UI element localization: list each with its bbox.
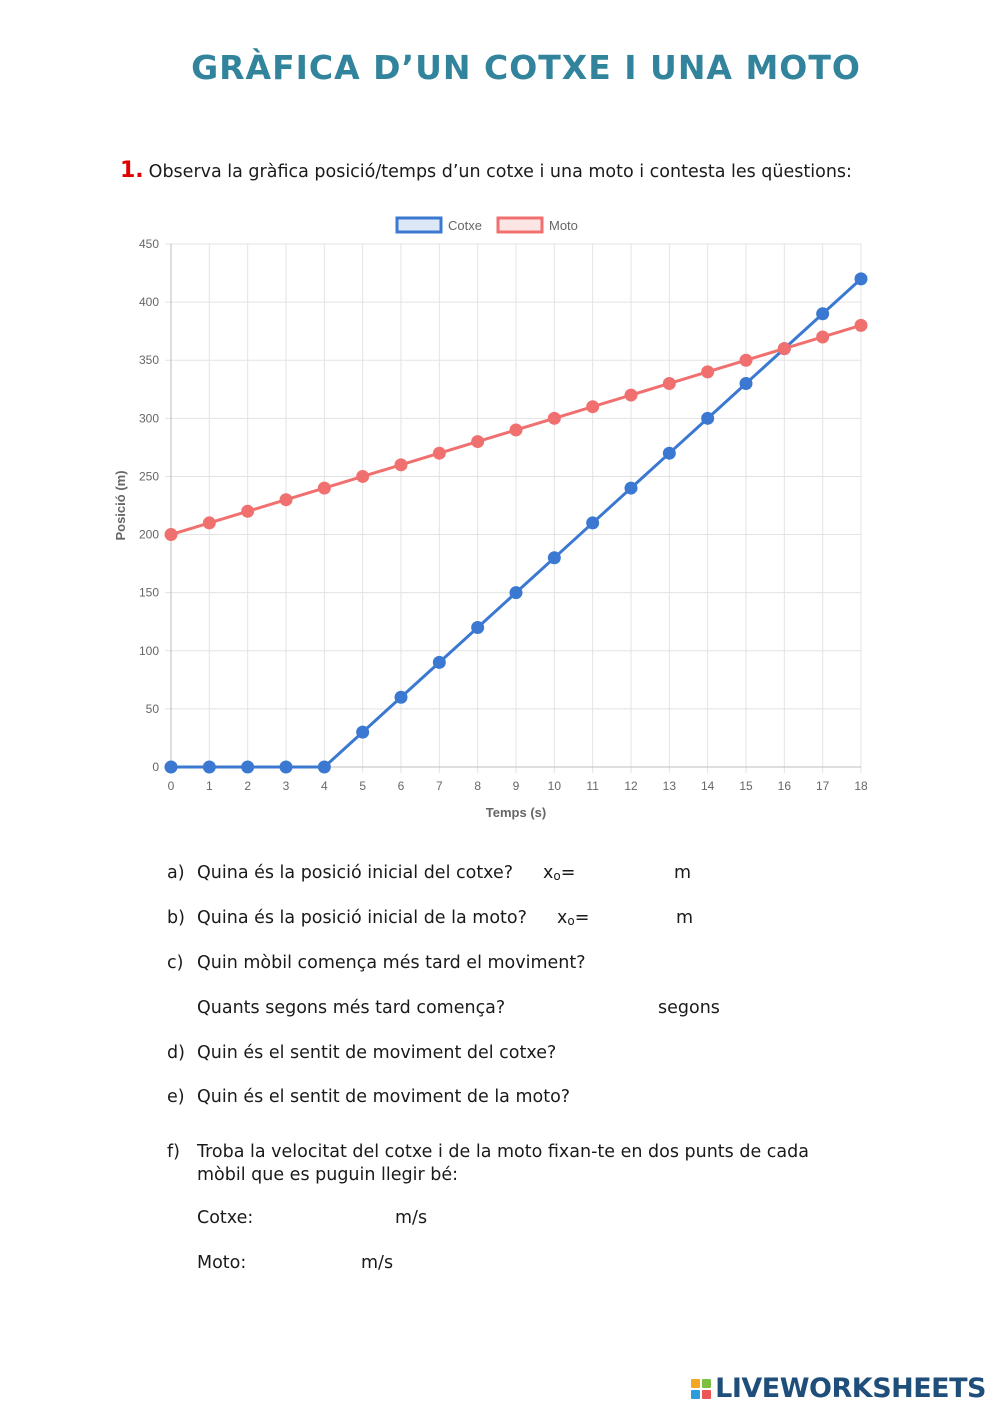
x-tick-label: 13 [662,779,677,793]
question-c-text2: Quants segons més tard comença? [197,998,506,1018]
intro-text: Observa la gràfica posició/temps d’un cotxe i una moto i contesta les qüestions: [148,162,852,182]
data-point-moto [395,458,408,471]
x-tick-label: 7 [435,779,443,793]
exercise-number: 1. [120,158,144,183]
answer-field-c2[interactable] [528,994,654,1020]
x-tick-label: 2 [244,779,252,793]
question-c-label: c) [167,953,184,973]
cotxe-label: Cotxe: [197,1208,254,1228]
question-f-label: f) [167,1142,180,1162]
data-point-cotxe [855,272,868,285]
legend-label-cotxe: Cotxe [448,218,482,233]
data-point-moto [663,377,676,390]
chart-grid [165,244,861,773]
legend-swatch-moto [498,218,542,232]
x-tick-label: 4 [320,779,328,793]
data-point-cotxe [433,656,446,669]
data-point-cotxe [241,761,254,774]
logo-text: LIVEWORKSHEETS [715,1373,986,1404]
data-point-cotxe [816,307,829,320]
var-sub: o [553,869,561,883]
cotxe-unit: m/s [395,1208,428,1228]
page-title: GRÀFICA D’UN COTXE I UNA MOTO [191,48,861,87]
data-point-cotxe [548,551,561,564]
x-axis-title: Temps (s) [485,805,547,820]
question-a-variable [543,862,575,887]
question-b-variable [557,907,589,932]
x-tick-label: 1 [205,779,213,793]
question-c-text: Quin mòbil comença més tard el moviment? [197,953,586,973]
y-tick-label: 100 [138,643,159,658]
data-point-moto [778,342,791,355]
question-d-label: d) [167,1043,185,1063]
data-point-moto [280,493,293,506]
data-point-moto [625,389,638,402]
x-tick-label: 10 [547,779,562,793]
logo-mark-icon [691,1379,711,1399]
data-point-cotxe [510,586,523,599]
y-tick-label: 350 [138,353,159,368]
data-point-moto [510,423,523,436]
x-tick-label: 11 [586,779,599,793]
data-point-cotxe [203,761,216,774]
x-tick-label: 14 [700,779,715,793]
data-point-cotxe [356,726,369,739]
question-a-unit: m [674,863,692,883]
chart-legend [397,218,578,233]
x-tick-label: 0 [167,779,175,793]
x-tick-label: 15 [739,779,753,793]
x-tick-label: 6 [397,779,405,793]
x-tick-label: 8 [474,779,482,793]
answer-field-d[interactable] [584,1039,844,1065]
x-tick-label: 18 [854,779,868,793]
data-point-moto [548,412,561,425]
question-f-line2: mòbil que es puguin llegir bé: [197,1165,459,1185]
y-tick-label: 300 [138,411,159,426]
y-axis-title: Posició (m) [113,470,128,541]
answer-field-moto-velocity[interactable] [252,1249,358,1275]
answer-field-c1[interactable] [612,949,852,975]
data-point-moto [318,482,331,495]
legend-label-moto: Moto [549,218,578,233]
moto-label: Moto: [197,1253,247,1273]
x-tick-label: 16 [777,779,792,793]
data-point-moto [471,435,484,448]
y-tick-label: 50 [145,701,159,716]
y-tick-label: 0 [152,760,159,774]
x-tick-label: 3 [282,779,290,793]
y-tick-label: 150 [138,585,159,600]
data-point-cotxe [740,377,753,390]
question-a-label: a) [167,863,185,883]
position-time-chart [100,205,890,825]
data-point-cotxe [318,761,331,774]
data-point-cotxe [625,482,638,495]
var-eq: = [574,908,590,928]
data-point-moto [586,400,599,413]
answer-field-b[interactable] [592,904,674,930]
x-tick-label: 9 [512,779,520,793]
x-tick-label: 5 [359,779,367,793]
data-point-moto [816,330,829,343]
y-tick-label: 200 [138,527,159,542]
data-point-cotxe [701,412,714,425]
question-b-label: b) [167,908,185,928]
question-b-text: Quina és la posició inicial de la moto? [197,908,527,928]
var-x: x [543,863,554,883]
data-point-moto [165,528,178,541]
data-point-moto [241,505,254,518]
data-point-moto [740,354,753,367]
answer-field-e[interactable] [598,1083,848,1109]
x-tick-label: 17 [815,779,830,793]
data-point-moto [203,516,216,529]
answer-field-a[interactable] [576,859,672,885]
x-tick-label: 12 [624,779,638,793]
question-a-text: Quina és la posició inicial del cotxe? [197,863,514,883]
var-sub: o [567,914,575,928]
data-point-cotxe [663,447,676,460]
question-c-unit: segons [658,998,720,1018]
question-e-text: Quin és el sentit de moviment de la moto? [197,1087,571,1107]
intro-instruction [120,158,852,183]
data-point-cotxe [395,691,408,704]
moto-unit: m/s [361,1253,394,1273]
y-tick-label: 250 [138,469,159,484]
answer-field-cotxe-velocity[interactable] [262,1204,392,1230]
y-tick-label: 400 [138,295,159,310]
data-point-moto [701,365,714,378]
var-eq: = [560,863,576,883]
legend-swatch-cotxe [397,218,441,232]
question-b-unit: m [676,908,694,928]
question-e-label: e) [167,1087,185,1107]
data-point-cotxe [471,621,484,634]
data-point-cotxe [586,516,599,529]
question-d-text: Quin és el sentit de moviment del cotxe? [197,1043,557,1063]
data-point-moto [433,447,446,460]
data-point-moto [855,319,868,332]
data-point-moto [356,470,369,483]
var-x: x [557,908,568,928]
data-point-cotxe [165,761,178,774]
y-tick-label: 450 [138,237,159,251]
data-point-cotxe [280,761,293,774]
question-f-line1: Troba la velocitat del cotxe i de la moto fixan-te en dos punts de cada [197,1142,809,1162]
liveworksheets-logo [691,1373,986,1404]
